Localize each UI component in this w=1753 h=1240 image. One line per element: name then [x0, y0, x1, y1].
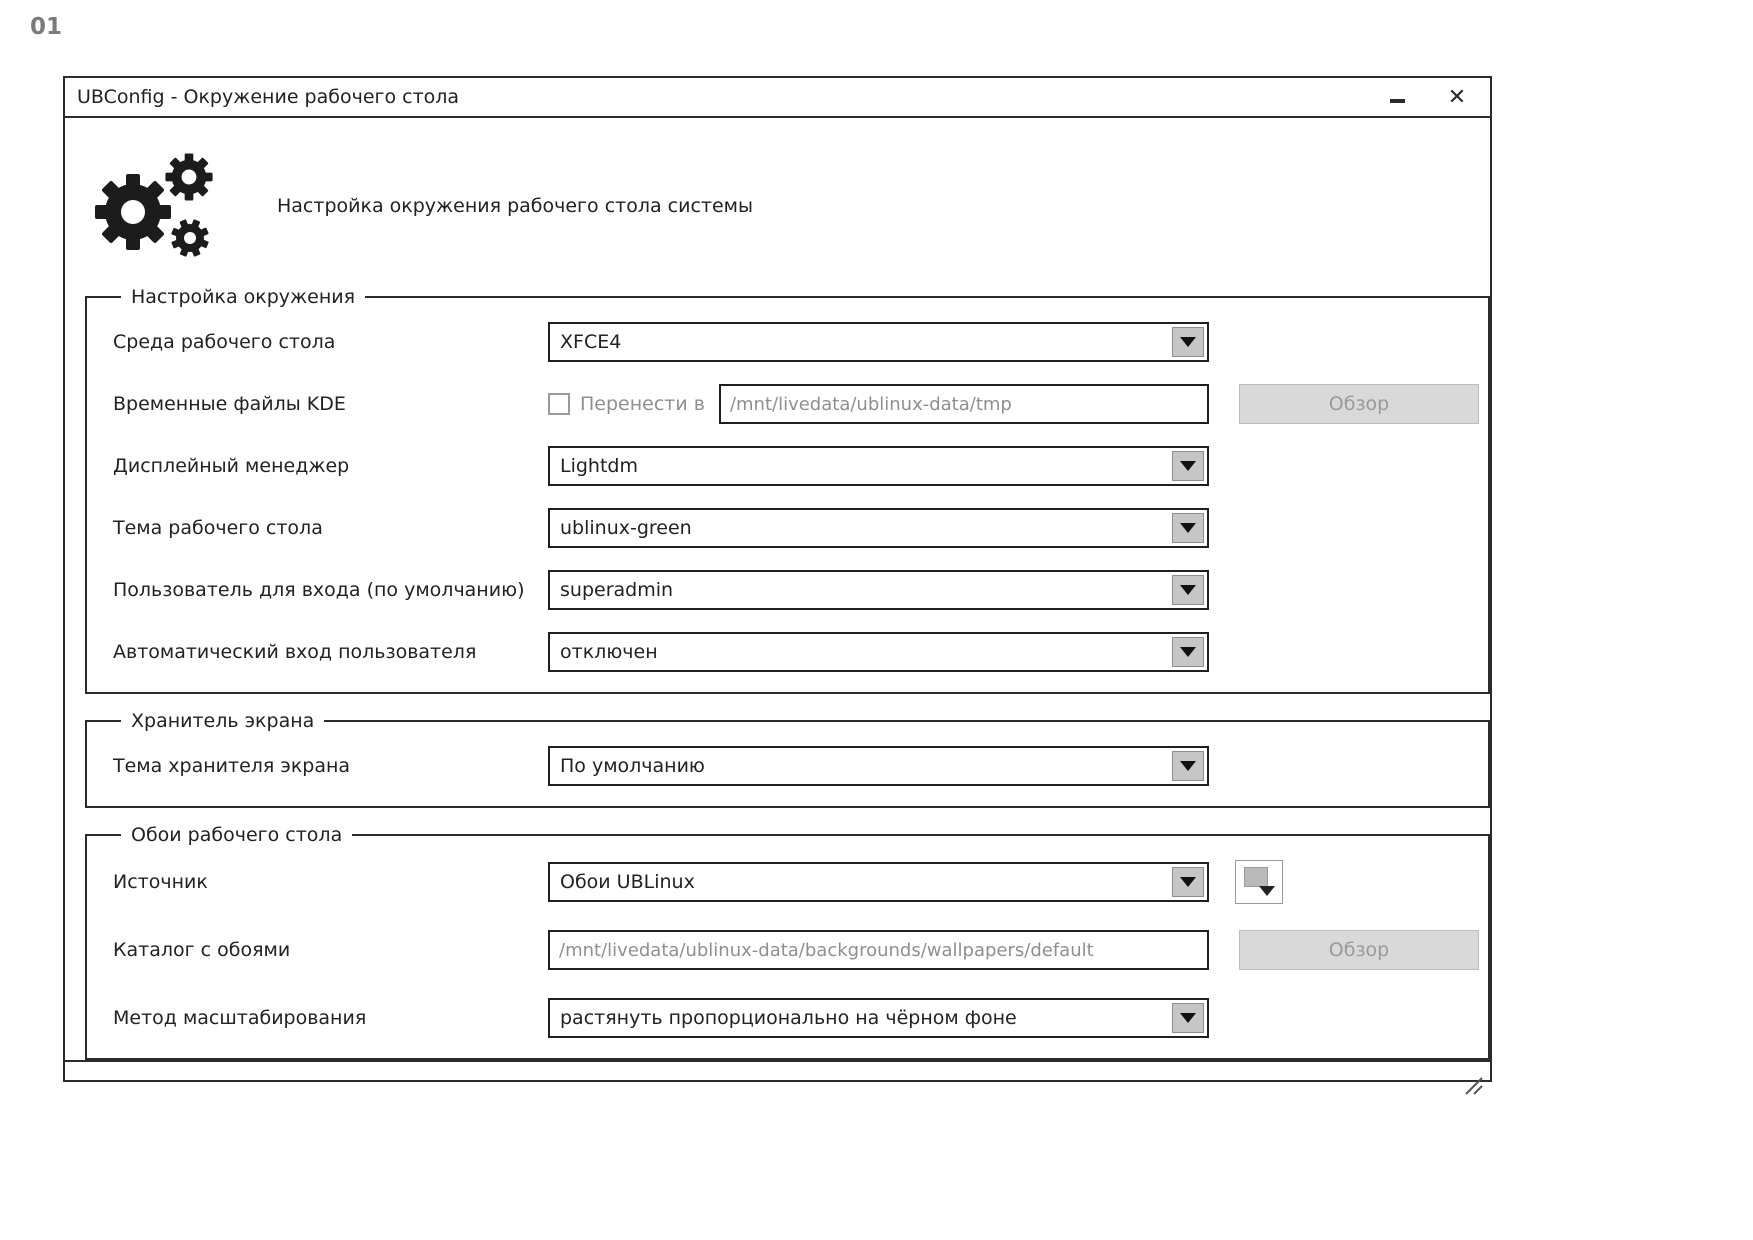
caret-down-icon[interactable] — [1172, 513, 1204, 543]
slide-number: 01 — [30, 14, 63, 40]
group-screensaver-legend: Хранитель экрана — [131, 710, 315, 732]
default-user-dropdown[interactable] — [548, 570, 1209, 610]
group-wallpaper-legend: Обои рабочего стола — [131, 824, 343, 846]
minimize-dash-icon — [1390, 99, 1405, 103]
caret-down-icon — [1259, 886, 1275, 896]
screensaver-theme-label: Тема хранителя экрана — [113, 755, 351, 777]
display-manager-value: Lightdm — [560, 455, 638, 477]
desktop-theme-dropdown[interactable] — [548, 508, 1209, 548]
row-autologin — [113, 632, 1480, 672]
wallpaper-scaling-value: растянуть пропорционально на чёрном фоне — [560, 1007, 1017, 1029]
desktop-env-dropdown[interactable] — [548, 322, 1209, 362]
wallpaper-source-value: Обои UBLinux — [560, 871, 695, 893]
wallpaper-picker-button[interactable] — [1235, 860, 1283, 904]
image-picker-icon — [1244, 867, 1268, 887]
caret-down-icon[interactable] — [1172, 751, 1204, 781]
wallpaper-directory-input[interactable] — [548, 930, 1209, 970]
group-screensaver — [85, 710, 1490, 808]
caret-down-icon[interactable] — [1172, 451, 1204, 481]
move-to-checkbox[interactable] — [548, 393, 570, 415]
autologin-label: Автоматический вход пользователя — [113, 641, 477, 663]
minimize-button[interactable] — [1382, 84, 1412, 110]
title-bar — [65, 78, 1490, 118]
window-title: UBConfig - Окружение рабочего стола — [77, 86, 460, 108]
row-screensaver-theme — [113, 746, 1480, 786]
row-desktop-theme — [113, 508, 1480, 548]
row-wallpaper-scaling — [113, 998, 1480, 1038]
status-bar — [65, 1060, 1490, 1100]
desktop-theme-value: ublinux-green — [560, 517, 692, 539]
app-subtitle: Настройка окружения рабочего стола системы — [277, 195, 753, 217]
caret-down-icon[interactable] — [1172, 327, 1204, 357]
row-wallpaper-source — [113, 860, 1480, 904]
kde-temp-path-input[interactable] — [719, 384, 1209, 424]
row-kde-temp — [113, 384, 1480, 424]
move-to-checkbox-label: Перенести в — [580, 393, 705, 415]
row-desktop-env — [113, 322, 1480, 362]
desktop-env-label: Среда рабочего стола — [113, 331, 336, 353]
autologin-value: отключен — [560, 641, 658, 663]
caret-down-icon[interactable] — [1172, 1003, 1204, 1033]
caret-down-icon[interactable] — [1172, 575, 1204, 605]
row-default-user — [113, 570, 1480, 610]
wallpaper-directory-browse-button[interactable]: Обзор — [1239, 930, 1479, 970]
row-wallpaper-directory — [113, 930, 1480, 970]
app-header — [93, 148, 1490, 264]
kde-temp-browse-button[interactable]: Обзор — [1239, 384, 1479, 424]
screensaver-theme-dropdown[interactable] — [548, 746, 1209, 786]
x-mark-icon: ✕ — [1447, 84, 1467, 110]
resize-grip-icon[interactable] — [1462, 1074, 1484, 1096]
caret-down-icon[interactable] — [1172, 637, 1204, 667]
close-button[interactable] — [1442, 84, 1472, 110]
default-user-label: Пользователь для входа (по умолчанию) — [113, 579, 525, 601]
gears-icon — [93, 148, 219, 264]
group-environment — [85, 286, 1490, 694]
group-environment-legend: Настройка окружения — [131, 286, 356, 308]
wallpaper-directory-label: Каталог с обоями — [113, 939, 291, 961]
display-manager-label: Дисплейный менеджер — [113, 455, 350, 477]
screensaver-theme-value: По умолчанию — [560, 755, 705, 777]
row-display-manager — [113, 446, 1480, 486]
group-wallpaper — [85, 824, 1490, 1060]
caret-down-icon[interactable] — [1172, 867, 1204, 897]
display-manager-dropdown[interactable] — [548, 446, 1209, 486]
autologin-dropdown[interactable] — [548, 632, 1209, 672]
desktop-env-value: XFCE4 — [560, 331, 622, 353]
ubconfig-window — [63, 76, 1492, 1082]
desktop-theme-label: Тема рабочего стола — [113, 517, 323, 539]
default-user-value: superadmin — [560, 579, 674, 601]
wallpaper-source-dropdown[interactable] — [548, 862, 1209, 902]
kde-temp-label: Временные файлы KDE — [113, 393, 346, 415]
wallpaper-scaling-label: Метод масштабирования — [113, 1007, 367, 1029]
wallpaper-scaling-dropdown[interactable] — [548, 998, 1209, 1038]
wallpaper-source-label: Источник — [113, 871, 208, 893]
